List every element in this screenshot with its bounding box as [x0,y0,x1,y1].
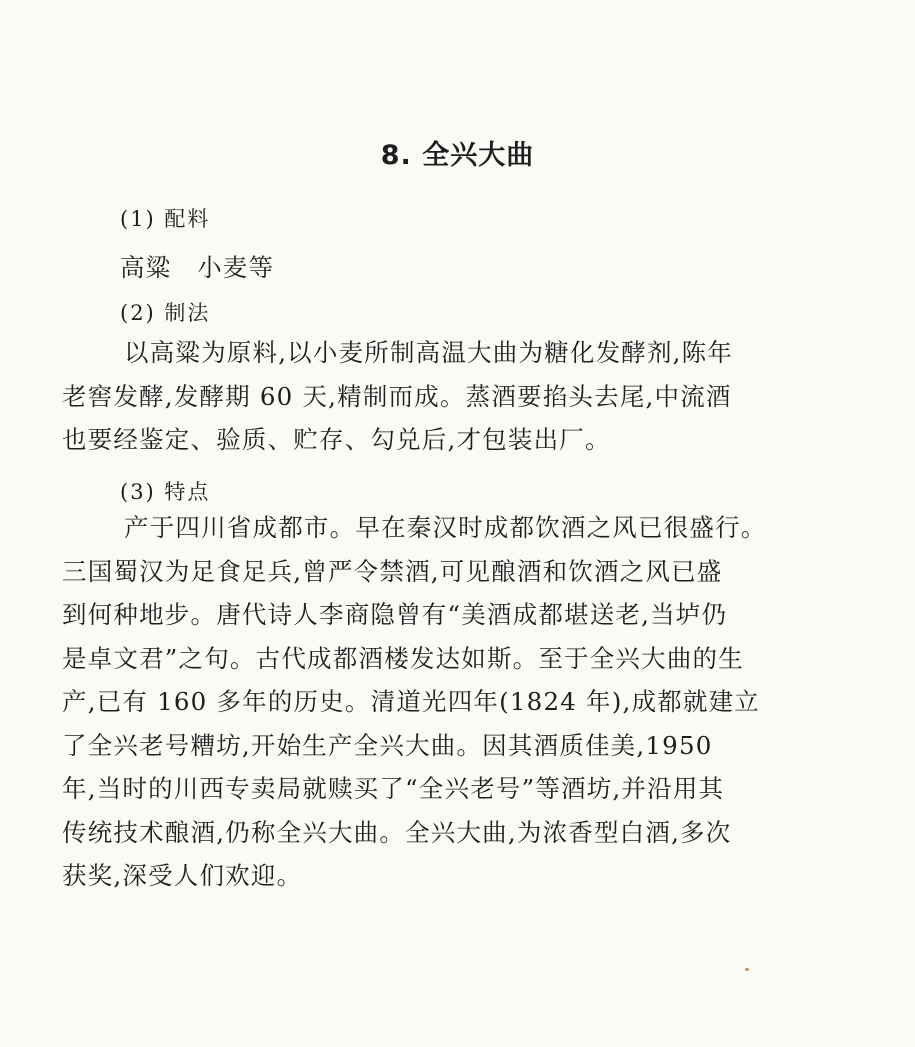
paragraph-line: 老窖发酵,发酵期 60 天,精制而成。蒸酒要掐头去尾,中流酒 [62,381,732,411]
ingredients-text: 高粱 小麦等 [120,253,275,282]
paragraph-line: 获奖,深受人们欢迎。 [62,861,303,890]
paragraph-line: 年,当时的川西专卖局就赎买了“全兴老号”等酒坊,并沿用其 [62,774,725,803]
paragraph-line: 产,已有 160 多年的历史。清道光四年(1824 年),成都就建立 [62,687,760,716]
paragraph-line: 也要经鉴定、验质、贮存、勾兑后,才包装出厂。 [62,425,611,454]
paragraph-line: 三国蜀汉为足食足兵,曾严令禁酒,可见酿酒和饮酒之风已盛 [62,556,723,586]
section-heading-method: (2) 制法 [120,301,211,325]
paragraph-line: 了全兴老号糟坊,开始生产全兴大曲。因其酒质佳美,1950 [62,730,713,760]
section-heading-ingredients: (1) 配料 [120,207,211,231]
method-paragraph [62,337,822,468]
paragraph-line: 以高粱为原料,以小麦所制高温大曲为糖化发酵剂,陈年 [124,338,734,367]
page-title: 8. 全兴大曲 [380,140,535,171]
section-heading-features: (3) 特点 [120,480,211,504]
paper-speck [745,968,749,971]
paragraph-line: 到何种地步。唐代诗人李商隐曾有“美酒成都堪送老,当垆仍 [62,600,728,629]
features-paragraph [62,512,822,904]
paragraph-line: 传统技术酿酒,仍称全兴大曲。全兴大曲,为浓香型白酒,多次 [62,817,732,847]
paragraph-line: 产于四川省成都市。早在秦汉时成都饮酒之风已很盛行。 [124,513,767,542]
paragraph-line: 是卓文君”之句。古代成都酒楼发达如斯。至于全兴大曲的生 [62,643,744,673]
